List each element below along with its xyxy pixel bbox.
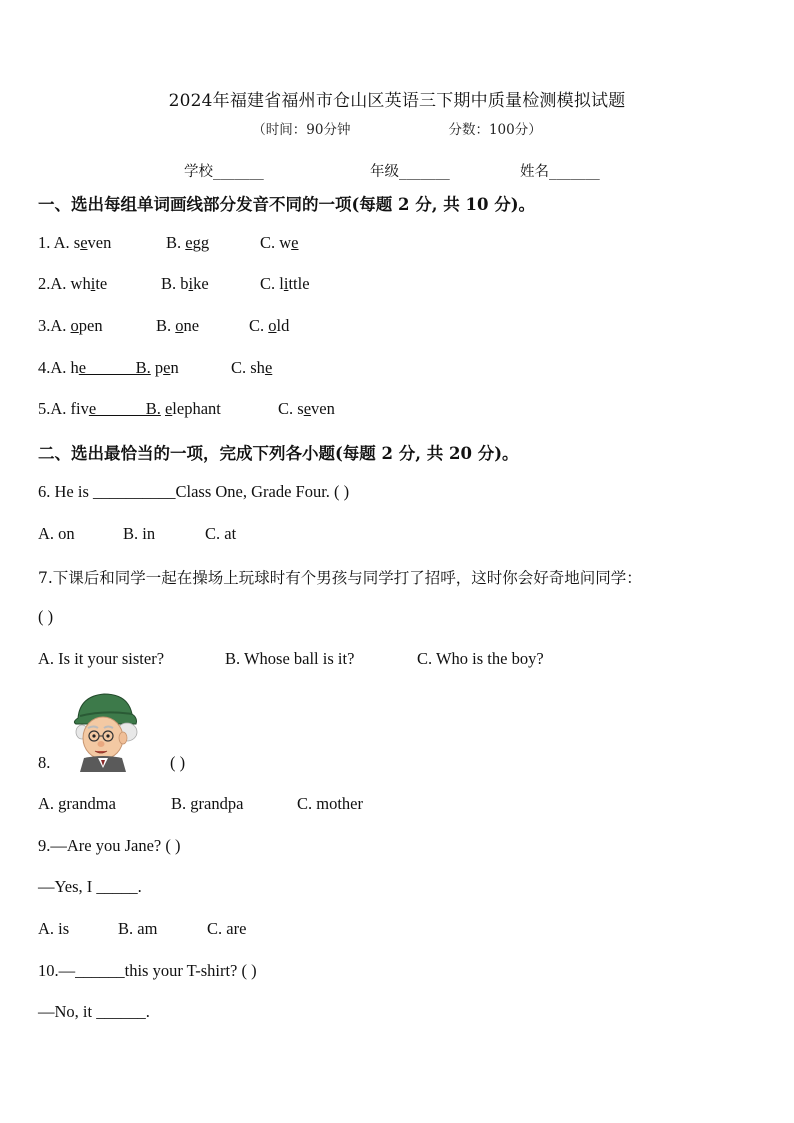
question-3-option-b: B. one bbox=[156, 316, 200, 335]
question-5: 5.A. five______B. elephant bbox=[38, 399, 221, 418]
question-10-stem: 10.—______this your T-shirt? ( ) bbox=[38, 961, 257, 980]
question-6-stem: 6. He is __________Class One, Grade Four. ( ) bbox=[38, 482, 350, 501]
question-9-option-a: A. is bbox=[38, 919, 70, 938]
question-8-option-b: B. grandpa bbox=[171, 794, 244, 813]
question-4: 4.A. he______B. pen bbox=[38, 358, 179, 377]
question-9-option-c: C. are bbox=[207, 919, 247, 938]
question-8-answer-paren: ( ) bbox=[170, 753, 186, 772]
question-3: 3.A. open bbox=[38, 316, 103, 335]
question-9-reply: —Yes, I _____. bbox=[38, 877, 142, 896]
question-1-option-b: B. egg bbox=[166, 233, 210, 252]
question-2-option-c: C. little bbox=[260, 274, 310, 293]
name-field: 姓名_______ bbox=[520, 164, 600, 180]
question-6-option-a: A. on bbox=[38, 524, 75, 543]
question-7-answer-paren: ( ) bbox=[38, 607, 54, 626]
total-score: 分数：100分） bbox=[448, 122, 542, 138]
school-field: 学校_______ bbox=[184, 164, 264, 180]
question-5-option-c: C. seven bbox=[278, 399, 335, 418]
question-7-option-b: B. Whose ball is it? bbox=[225, 649, 355, 668]
grandpa-image bbox=[70, 688, 142, 772]
exam-meta bbox=[0, 118, 794, 138]
question-9-stem: 9.—Are you Jane? ( ) bbox=[38, 836, 181, 855]
question-8-option-c: C. mother bbox=[297, 794, 363, 813]
section-1-heading: 一、选出每组单词画线部分发音不同的一项(每题 2 分, 共 10 分)。 bbox=[38, 195, 536, 214]
question-7-option-c: C. Who is the boy? bbox=[417, 649, 544, 668]
grade-field: 年级_______ bbox=[370, 164, 450, 180]
question-9-option-b: B. am bbox=[118, 919, 158, 938]
question-10-reply: —No, it ______. bbox=[38, 1002, 150, 1021]
question-8-number: 8. bbox=[38, 753, 51, 772]
section-2-heading: 二、选出最恰当的一项，完成下列各小题(每题 2 分, 共 20 分)。 bbox=[38, 444, 519, 463]
time-limit: （时间：90分钟 bbox=[252, 122, 351, 138]
question-3-option-c: C. old bbox=[249, 316, 290, 335]
question-2: 2.A. white bbox=[38, 274, 108, 293]
page-title: 2024年福建省福州市仓山区英语三下期中质量检测模拟试题 bbox=[168, 91, 626, 111]
question-4-option-c: C. she bbox=[231, 358, 273, 377]
question-1: 1. A. seven bbox=[38, 233, 112, 252]
question-8-option-a: A. grandma bbox=[38, 794, 116, 813]
question-2-option-b: B. bike bbox=[161, 274, 209, 293]
question-1-option-c: C. we bbox=[260, 233, 299, 252]
question-6-option-c: C. at bbox=[205, 524, 237, 543]
question-7-option-a: A. Is it your sister? bbox=[38, 649, 165, 668]
question-7-stem: 7.下课后和同学一起在操场上玩球时有个男孩与同学打了招呼，这时你会好奇地问同学： bbox=[38, 569, 642, 587]
question-6-option-b: B. in bbox=[123, 524, 156, 543]
